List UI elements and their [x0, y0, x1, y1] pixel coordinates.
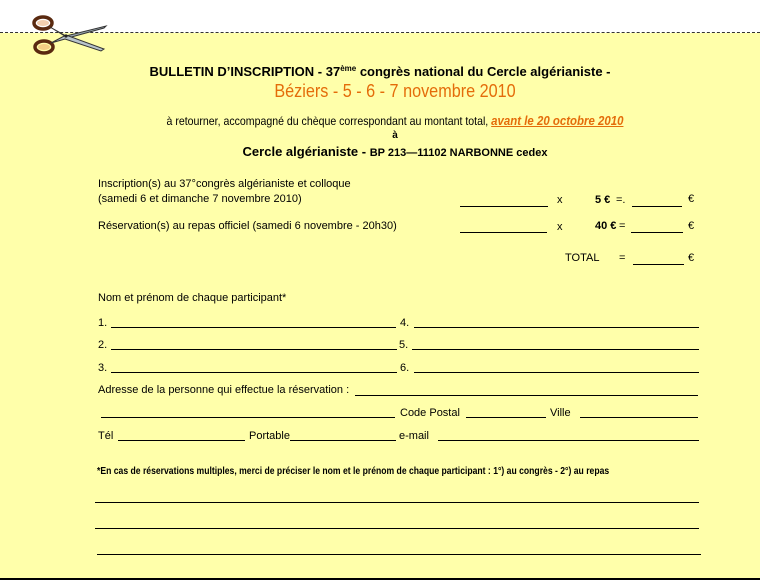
participant-number-3: 3.	[98, 362, 108, 374]
participant-field-1[interactable]	[111, 327, 396, 328]
phone-field[interactable]	[118, 440, 245, 441]
participant-field-3[interactable]	[111, 372, 397, 373]
repas-currency: €	[688, 220, 695, 232]
scissors-icon	[30, 14, 110, 56]
participant-number-5: 5.	[399, 339, 409, 351]
inscription-times: x	[557, 194, 563, 206]
event-dates: Béziers - 5 - 6 - 7 novembre 2010	[274, 81, 516, 101]
total-amount-field[interactable]	[633, 264, 684, 265]
inscription-equals: =.	[616, 194, 626, 206]
participants-heading: Nom et prénom de chaque participant*	[98, 292, 287, 304]
notes-line-1[interactable]	[95, 502, 699, 503]
inscription-label-line1: Inscription(s) au 37°congrès algérianiste et colloque	[98, 178, 351, 190]
total-equals: =	[619, 252, 626, 264]
notes-line-3[interactable]	[97, 554, 701, 555]
inscription-label-line2: (samedi 6 et dimanche 7 novembre 2010)	[98, 193, 302, 205]
participant-field-4[interactable]	[414, 327, 699, 328]
participant-number-1: 1.	[98, 317, 108, 329]
title-suffix: congrès national du Cercle algérianiste -	[356, 64, 611, 79]
return-instructions	[47, 113, 742, 128]
recipient-address: BP 213—11102 NARBONNE cedex	[369, 147, 548, 159]
repas-unit-price: 40 €	[595, 220, 617, 232]
total-currency: €	[688, 252, 695, 264]
participant-number-4: 4.	[400, 317, 410, 329]
mobile-field[interactable]	[290, 440, 396, 441]
email-label: e-mail	[399, 430, 429, 442]
recipient	[0, 144, 760, 159]
city-label: Ville	[550, 407, 571, 419]
participant-field-6[interactable]	[414, 372, 699, 373]
inscription-currency: €	[688, 193, 695, 205]
participant-field-5[interactable]	[412, 349, 699, 350]
address-label: Adresse de la personne qui effectue la réservation :	[98, 384, 350, 396]
repas-times: x	[557, 221, 563, 233]
form-title	[0, 64, 760, 79]
city-field[interactable]	[580, 417, 698, 418]
participant-number-2: 2.	[98, 339, 108, 351]
participant-number-6: 6.	[400, 362, 410, 374]
title-superscript: ème	[340, 64, 357, 73]
repas-amount-field[interactable]	[631, 232, 683, 233]
to-word: à	[392, 130, 398, 141]
repas-label: Réservation(s) au repas officiel (samedi 6 novembre - 20h30)	[98, 220, 397, 232]
recipient-name: Cercle algérianiste -	[242, 144, 370, 159]
repas-equals: =	[619, 220, 626, 232]
inscription-quantity-field[interactable]	[460, 206, 548, 207]
repas-quantity-field[interactable]	[460, 232, 547, 233]
total-label: TOTAL	[565, 252, 600, 264]
address-field-1[interactable]	[355, 395, 698, 396]
top-margin	[0, 0, 760, 33]
participant-field-2[interactable]	[111, 349, 397, 350]
notes-line-2[interactable]	[95, 528, 699, 529]
mobile-label: Portable	[249, 430, 290, 442]
footnote: *En cas de réservations multiples, merci de préciser le nom et le prénom de chaque participant : 1°) au congrès - 2°) au repas	[97, 465, 610, 477]
deadline: avant le 20 octobre 2010	[491, 113, 624, 128]
email-field[interactable]	[438, 440, 699, 441]
title-prefix: BULLETIN D’INSCRIPTION - 37	[149, 64, 341, 79]
address-field-2[interactable]	[101, 417, 395, 418]
postal-code-label: Code Postal	[400, 407, 460, 419]
inscription-amount-field[interactable]	[632, 206, 682, 207]
inscription-unit-price: 5 €	[595, 194, 611, 206]
cut-dashed-line	[0, 32, 760, 33]
return-text: à retourner, accompagné du chèque correspondant au montant total,	[166, 114, 492, 128]
phone-label: Tél	[98, 430, 114, 442]
bottom-border	[0, 578, 760, 580]
postal-code-field[interactable]	[466, 417, 546, 418]
